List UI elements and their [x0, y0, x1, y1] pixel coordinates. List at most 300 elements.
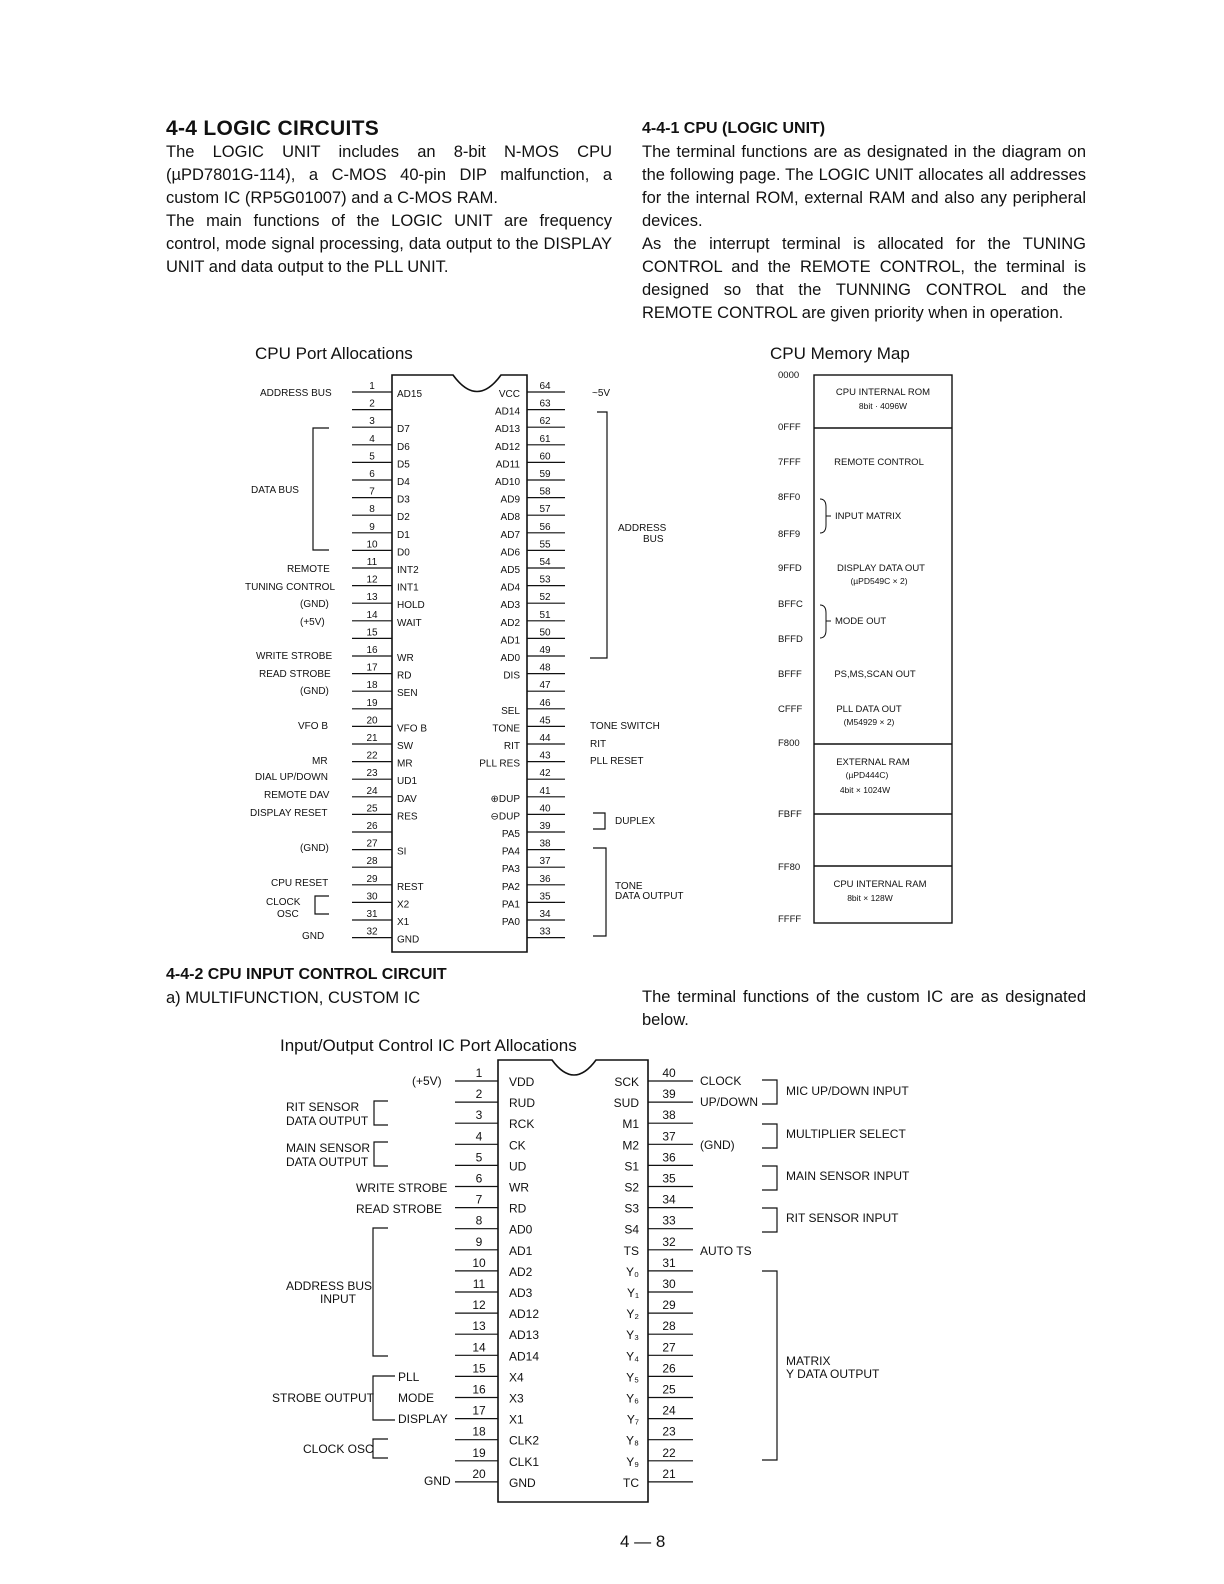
cpu-label-gnd-1: (GND) [300, 599, 329, 610]
mem-block-external-ram-size: 4bit × 1024W [839, 785, 891, 795]
cpu-right-pin-number: 55 [539, 539, 551, 551]
io-label-rit-sensor: RIT SENSOR [286, 1100, 360, 1114]
cpu-right-pin-name: AD12 [494, 441, 520, 453]
cpu-right-pin-number: 52 [539, 592, 551, 604]
io-left-pin-name: AD1 [509, 1243, 533, 1258]
mic-updown-bracket [762, 1080, 777, 1104]
memory-map-title: CPU Memory Map [770, 344, 910, 363]
io-right-pin-name: SCK [614, 1075, 639, 1089]
cpu-left-pin-number: 4 [369, 433, 375, 445]
io-label-main-data-output: DATA OUTPUT [286, 1155, 369, 1169]
cpu-left-pin-number: 22 [366, 750, 378, 762]
cpu-right-pin-number: 59 [539, 469, 551, 480]
io-left-pin-number: 15 [472, 1361, 486, 1376]
cpu-label-gnd-2: (GND) [300, 686, 329, 697]
mem-block-display-ic: (µPD549C × 2) [850, 576, 908, 586]
io-label-5v: (+5V) [412, 1074, 442, 1088]
mem-addr-8ff9: 8FF9 [778, 529, 801, 540]
cpu-label-clock: CLOCK [266, 897, 301, 908]
cpu-right-pin-name: ⊕DUP [490, 793, 520, 805]
mem-block-pll-ic: (M54929 × 2) [843, 717, 895, 727]
io-right-pin-name: S3 [624, 1201, 639, 1216]
io-right-pin-name: Y₆ [626, 1391, 639, 1406]
cpu-right-pin-number: 39 [539, 821, 551, 832]
io-right-pin-name: S1 [624, 1159, 639, 1174]
io-left-pin-name: AD14 [509, 1349, 540, 1364]
io-right-pin-number: 37 [662, 1129, 676, 1144]
io-label-updown: UP/DOWN [700, 1095, 758, 1109]
multiplier-bracket [762, 1124, 777, 1148]
mem-addr-9ffd: 9FFD [778, 563, 802, 574]
cpu-right-pin-name: AD0 [500, 653, 520, 664]
cpu-label-tone: TONE [615, 881, 643, 892]
cpu-left-pin-number: 24 [366, 785, 378, 797]
cpu-right-pin-number: 58 [539, 486, 551, 498]
cpu-right-pin-number: 46 [539, 697, 551, 709]
cpu-left-pin-name: RES [397, 811, 418, 823]
cpu-right-pin-number: 49 [539, 645, 551, 656]
cpu-left-pin-name: INT2 [397, 565, 419, 576]
mem-addr-f800: F800 [778, 738, 800, 749]
matrix-bracket [762, 1271, 777, 1460]
section-4-4-paragraph-2: The main functions of the LOGIC UNIT are frequency control, mode signal processing, data output to the DISPLAY UNIT and data output to the PLL UNIT. [166, 212, 612, 276]
cpu-label-write-strobe: WRITE STROBE [256, 651, 333, 662]
io-left-pin-name: RCK [509, 1117, 535, 1132]
mem-block-external-ram-ic: (µPD444C) [845, 770, 889, 780]
io-right-pin-name: Y₄ [626, 1349, 639, 1364]
io-right-pin-name: Y₉ [626, 1454, 639, 1469]
io-label-mode: MODE [398, 1391, 434, 1405]
cpu-label-cpu-reset: CPU RESET [271, 878, 329, 889]
cpu-right-pin-number: 34 [539, 909, 551, 920]
io-right-pin-name: Y₃ [626, 1328, 639, 1343]
cpu-right-pin-number: 38 [539, 838, 551, 850]
mem-block-pll-data-out: PLL DATA OUT [836, 704, 902, 715]
cpu-left-pin-number: 17 [366, 662, 378, 674]
mem-addr-8ff0: 8FF0 [778, 492, 801, 503]
io-right-pin-name: Y₁ [626, 1286, 639, 1300]
cpu-left-pin-number: 10 [366, 539, 378, 551]
cpu-left-pin-number: 15 [366, 627, 378, 639]
io-left-pin-number: 1 [475, 1066, 483, 1080]
io-right-pin-number: 32 [662, 1234, 676, 1249]
io-right-pin-name: S2 [624, 1180, 639, 1195]
cpu-label-mr: MR [312, 756, 328, 767]
section-4-4-1-heading: 4-4-1 CPU (LOGIC UNIT) [642, 120, 826, 137]
mem-addr-bfff: BFFF [778, 669, 802, 680]
cpu-left-pin-number: 6 [369, 469, 375, 480]
cpu-left-pin-name: X1 [397, 917, 410, 928]
io-left-pin-number: 10 [472, 1255, 486, 1270]
cpu-right-pin-number: 43 [539, 750, 551, 762]
cpu-left-pin-name: WR [397, 653, 414, 664]
cpu-label-rit: RIT [590, 739, 607, 750]
io-right-pin-name: M2 [622, 1138, 639, 1153]
cpu-right-pin-name: PA1 [501, 899, 520, 911]
io-right-pin-number: 33 [662, 1213, 676, 1228]
cpu-left-pin-number: 21 [366, 733, 378, 744]
cpu-left-pin-name: HOLD [397, 600, 425, 612]
mem-addr-0fff: 0FFF [778, 422, 801, 433]
cpu-right-pin-number: 45 [539, 715, 551, 727]
section-4-4-2-paragraph: The terminal functions of the custom IC are as designated below. [642, 988, 1086, 1029]
io-label-read-strobe: READ STROBE [356, 1202, 443, 1216]
cpu-left-pin-number: 28 [366, 856, 378, 868]
io-left-pin-name: AD3 [509, 1286, 533, 1300]
cpu-label-address-bus: ADDRESS BUS [260, 388, 332, 399]
cpu-left-pin-name: SW [397, 741, 414, 752]
cpu-left-pin-number: 7 [369, 486, 375, 498]
cpu-label-5v-supply: ~5V [592, 388, 611, 399]
io-right-pin-name: Y₈ [626, 1433, 639, 1448]
io-left-pin-number: 8 [475, 1213, 483, 1228]
io-label-write-strobe: WRITE STROBE [356, 1181, 448, 1195]
io-left-pin-number: 14 [472, 1340, 486, 1355]
cpu-right-pin-number: 64 [539, 381, 551, 392]
io-left-pin-number: 7 [475, 1192, 483, 1207]
main-sensor-bracket [374, 1142, 388, 1166]
mem-block-cpu-ram: CPU INTERNAL RAM [833, 879, 927, 890]
io-label-main-sensor: MAIN SENSOR [286, 1141, 371, 1155]
io-left-pin-name: VDD [509, 1075, 535, 1089]
mem-addr-ff80: FF80 [778, 862, 801, 873]
mem-block-input-matrix: INPUT MATRIX [835, 511, 902, 522]
io-left-pin-number: 4 [475, 1129, 483, 1144]
cpu-left-pin-name: DAV [397, 793, 417, 805]
cpu-left-pin-number: 29 [366, 873, 378, 885]
mem-addr-fbff: FBFF [778, 809, 802, 820]
io-label-clock: CLOCK [700, 1074, 742, 1088]
io-right-pin-number: 40 [662, 1066, 676, 1080]
cpu-left-pin-number: 2 [369, 398, 375, 410]
io-right-pin-number: 35 [662, 1171, 676, 1186]
mem-block-cpu-rom: CPU INTERNAL ROM [835, 387, 931, 398]
cpu-right-pin-name: AD2 [500, 617, 520, 629]
io-left-pin-number: 11 [472, 1277, 486, 1291]
cpu-right-pin-name: PA5 [501, 829, 520, 840]
cpu-label-address: ADDRESS [618, 523, 667, 534]
io-label-mic-updown-input: MIC UP/DOWN INPUT [786, 1084, 909, 1098]
cpu-left-pin-number: 11 [366, 557, 378, 568]
cpu-left-pin-name: GND [397, 934, 420, 946]
cpu-right-pin-name: PLL RES [479, 758, 520, 770]
cpu-label-remote: REMOTE [287, 564, 330, 575]
cpu-right-pin-name: AD3 [500, 600, 520, 612]
io-right-pin-number: 23 [662, 1424, 676, 1439]
cpu-right-pin-number: 53 [539, 574, 551, 586]
io-left-pin-name: AD13 [509, 1328, 540, 1343]
mem-block-external-ram: EXTERNAL RAM [836, 757, 910, 768]
cpu-right-pin-name: PA2 [501, 881, 520, 893]
io-left-pin-name: GND [509, 1475, 536, 1490]
main-sensor-input-bracket [762, 1166, 777, 1190]
cpu-right-pin-number: 42 [539, 768, 551, 780]
io-right-pin-number: 21 [662, 1466, 676, 1481]
io-left-pin-number: 16 [472, 1382, 486, 1397]
io-left-pin-name: AD2 [509, 1264, 533, 1279]
cpu-label-data-output: DATA OUTPUT [615, 891, 684, 902]
io-left-pin-name: CLK2 [509, 1433, 540, 1448]
cpu-right-pin-number: 37 [539, 856, 551, 868]
cpu-label-pll-reset: PLL RESET [590, 756, 644, 767]
cpu-right-pin-name: DIS [503, 670, 520, 682]
cpu-right-pin-number: 60 [539, 451, 551, 463]
cpu-right-pin-number: 62 [539, 416, 551, 428]
io-left-pin-number: 9 [475, 1234, 483, 1249]
io-label-input: INPUT [320, 1292, 356, 1306]
section-4-4-1-paragraph-2: As the interrupt terminal is allocated for the TUNING CONTROL and the REMOTE CONTROL, the terminal is designed so that the TUNNING CONTROL and the REMOTE CONTROL are given priority when in operation. [642, 235, 1086, 322]
cpu-right-pin-number: 41 [539, 785, 551, 797]
io-right-pin-number: 22 [662, 1445, 676, 1460]
cpu-right-pin-name: TONE [492, 723, 520, 735]
cpu-label-read-strobe: READ STROBE [259, 669, 331, 680]
cpu-left-pin-number: 32 [366, 926, 378, 938]
mem-block-scan-out: PS,MS,SCAN OUT [834, 669, 916, 680]
io-label-y-data-output: Y DATA OUTPUT [786, 1367, 880, 1381]
io-left-pin-number: 13 [472, 1319, 486, 1334]
io-label-clock-osc: CLOCK OSC [303, 1442, 374, 1456]
page-number: 4 — 8 [620, 1532, 666, 1551]
cpu-left-pin-number: 31 [366, 909, 378, 920]
cpu-right-pin-number: 40 [539, 803, 551, 815]
io-left-pin-name: CK [509, 1138, 526, 1153]
cpu-left-pin-name: UD1 [397, 776, 418, 788]
cpu-left-pin-number: 1 [369, 381, 375, 392]
io-left-pin-number: 18 [472, 1424, 486, 1439]
io-ports-title: Input/Output Control IC Port Allocations [280, 1036, 577, 1055]
io-right-pin-name: SUD [613, 1096, 639, 1111]
cpu-right-pin-number: 35 [539, 891, 551, 903]
io-right-pin-number: 31 [662, 1255, 676, 1270]
io-left-pin-name: AD12 [509, 1307, 540, 1322]
cpu-right-pin-number: 44 [539, 733, 551, 744]
rit-sensor-bracket [374, 1101, 388, 1125]
io-right-pin-name: S4 [624, 1222, 639, 1237]
cpu-left-pin-name: VFO B [397, 723, 428, 735]
io-left-pin-number: 17 [472, 1403, 486, 1418]
cpu-left-pin-number: 23 [366, 768, 378, 780]
cpu-left-pin-name: RD [397, 670, 412, 682]
section-4-4-heading: 4-4 LOGIC CIRCUITS [166, 117, 380, 140]
io-left-pin-name: X4 [509, 1370, 524, 1385]
io-right-pin-number: 36 [662, 1150, 676, 1165]
mem-addr-0000: 0000 [778, 370, 800, 381]
cpu-left-pin-number: 3 [369, 416, 375, 428]
cpu-right-pin-number: 36 [539, 873, 551, 885]
io-left-pin-name: RUD [509, 1096, 535, 1111]
cpu-right-pin-number: 57 [539, 504, 551, 516]
io-label-multiplier-select: MULTIPLIER SELECT [786, 1127, 906, 1141]
cpu-left-pin-name: D7 [397, 424, 410, 436]
cpu-right-pin-name: ⊖DUP [490, 811, 520, 823]
io-left-pin-number: 5 [475, 1150, 483, 1165]
section-4-4-2-subheading: a) MULTIFUNCTION, CUSTOM IC [166, 989, 421, 1007]
cpu-left-pin-name: D5 [397, 459, 410, 471]
io-right-pin-name: TC [623, 1475, 639, 1490]
io-left-pin-name: X1 [509, 1412, 524, 1427]
cpu-left-pin-number: 18 [366, 680, 378, 692]
cpu-left-pin-name: SEN [397, 688, 418, 700]
io-right-pin-number: 30 [662, 1277, 676, 1291]
cpu-label-duplex: DUPLEX [615, 816, 656, 827]
cpu-left-pin-name: D6 [397, 441, 410, 453]
cpu-label-tuning-control: TUNING CONTROL [245, 582, 335, 593]
cpu-left-pin-number: 26 [366, 821, 378, 832]
cpu-label-bus: BUS [643, 534, 664, 545]
io-label-display: DISPLAY [398, 1412, 448, 1426]
io-label-address-bus: ADDRESS BUS [286, 1279, 373, 1293]
section-4-4-paragraph-1: The LOGIC UNIT includes an 8-bit N-MOS CPU (µPD7801G-114), a C-MOS 40-pin DIP malfunction, a custom IC (RP5G01007) and a C-MOS RAM. [166, 143, 612, 207]
cpu-label-gnd-4: GND [302, 931, 325, 942]
cpu-right-pin-name: AD1 [500, 635, 520, 647]
cpu-left-pin-name: D2 [397, 512, 410, 524]
mem-block-cpu-rom-size: 8bit · 4096W [858, 401, 908, 411]
cpu-right-pin-name: AD4 [500, 582, 520, 594]
io-right-pin-number: 24 [662, 1403, 676, 1418]
io-right-pin-name: TS [623, 1243, 639, 1258]
cpu-right-pin-number: 56 [539, 521, 551, 533]
cpu-left-pin-name: SI [397, 846, 407, 858]
cpu-left-pin-name: REST [397, 881, 424, 893]
cpu-right-pin-number: 51 [539, 609, 551, 621]
cpu-left-pin-name: AD15 [397, 389, 423, 400]
cpu-left-pin-number: 27 [366, 838, 378, 850]
cpu-left-pin-name: X2 [397, 899, 410, 911]
address-bus-input-bracket [373, 1228, 388, 1356]
cpu-right-pin-name: AD8 [500, 512, 520, 524]
cpu-left-pin-name: MR [397, 758, 413, 770]
io-right-pin-number: 27 [662, 1340, 676, 1355]
io-label-main-sensor-input: MAIN SENSOR INPUT [786, 1169, 910, 1183]
cpu-right-pin-name: AD10 [494, 477, 520, 488]
io-label-gnd: GND [424, 1474, 451, 1488]
io-left-pin-name: UD [509, 1159, 527, 1174]
cpu-label-vfo-b: VFO B [298, 721, 329, 732]
cpu-right-pin-name: AD6 [500, 547, 520, 559]
io-right-pin-number: 28 [662, 1319, 676, 1334]
io-right-pin-name: Y₂ [626, 1307, 639, 1322]
cpu-left-pin-number: 14 [366, 609, 378, 621]
io-label-rit-sensor-input: RIT SENSOR INPUT [786, 1211, 899, 1225]
cpu-left-pin-name: D0 [397, 547, 410, 559]
rit-sensor-input-bracket [762, 1208, 777, 1232]
cpu-right-pin-name: PA4 [501, 846, 520, 858]
cpu-right-pin-name: AD14 [494, 406, 520, 418]
cpu-right-pin-name: AD13 [494, 424, 520, 436]
io-right-pin-number: 26 [662, 1361, 676, 1376]
cpu-right-pin-number: 61 [539, 433, 551, 445]
mem-addr-7fff: 7FFF [778, 457, 801, 468]
cpu-label-dial-updown: DIAL UP/DOWN [255, 772, 328, 783]
io-left-pin-name: WR [509, 1180, 529, 1195]
mem-addr-ffff: FFFF [778, 914, 802, 925]
cpu-label-gnd-3: (GND) [300, 843, 329, 854]
cpu-right-pin-name: AD5 [500, 565, 520, 576]
cpu-left-pin-number: 13 [366, 592, 378, 604]
io-right-pin-number: 29 [662, 1298, 676, 1313]
io-right-pin-number: 39 [662, 1087, 676, 1102]
io-label-pll: PLL [398, 1370, 420, 1384]
mem-addr-bffd: BFFD [778, 634, 803, 645]
cpu-left-pin-number: 9 [369, 521, 375, 533]
cpu-left-pin-name: D1 [397, 529, 410, 541]
io-label-rit-data-output: DATA OUTPUT [286, 1114, 369, 1128]
cpu-left-pin-number: 5 [369, 451, 375, 463]
clock-osc-io-bracket [373, 1439, 388, 1458]
io-right-pin-number: 25 [662, 1382, 676, 1397]
io-label-auto-ts: AUTO TS [700, 1244, 752, 1258]
section-4-4-2-heading: 4-4-2 CPU INPUT CONTROL CIRCUIT [166, 966, 447, 983]
strobe-output-bracket [373, 1376, 395, 1420]
cpu-right-pin-name: AD11 [495, 459, 520, 471]
mem-block-remote-control: REMOTE CONTROL [834, 457, 924, 468]
io-right-pin-number: 34 [662, 1192, 676, 1207]
cpu-right-pin-name: PA0 [501, 917, 520, 928]
cpu-right-pin-name: VCC [498, 389, 520, 400]
mem-addr-cfff: CFFF [778, 704, 803, 715]
cpu-right-pin-number: 47 [539, 680, 551, 692]
io-left-pin-name: AD0 [509, 1222, 533, 1237]
io-right-pin-name: M1 [622, 1117, 639, 1132]
cpu-left-pin-number: 20 [366, 715, 378, 727]
io-port-diagram [0, 1050, 1224, 1510]
cpu-left-pin-number: 25 [366, 803, 378, 815]
cpu-label-display-reset: DISPLAY RESET [250, 808, 328, 819]
cpu-right-pin-name: SEL [501, 705, 520, 717]
cpu-right-pin-name: RIT [503, 741, 520, 752]
io-label-matrix: MATRIX [786, 1354, 831, 1368]
cpu-left-pin-name: D3 [397, 494, 410, 506]
cpu-label-osc: OSC [277, 909, 299, 920]
io-right-pin-name: Y₅ [626, 1370, 639, 1385]
cpu-right-pin-name: PA3 [501, 864, 520, 876]
cpu-right-pin-number: 50 [539, 627, 551, 639]
cpu-left-pin-name: WAIT [397, 617, 422, 629]
cpu-left-pin-number: 16 [366, 645, 378, 656]
mem-block-display-data-out: DISPLAY DATA OUT [837, 563, 925, 574]
cpu-left-pin-number: 30 [366, 891, 378, 903]
io-left-pin-name: CLK1 [509, 1454, 540, 1469]
io-left-pin-number: 12 [472, 1298, 486, 1313]
cpu-label-5v: (+5V) [300, 617, 325, 628]
io-left-pin-number: 19 [472, 1445, 486, 1460]
mem-addr-bffc: BFFC [778, 599, 803, 610]
cpu-label-data-bus: DATA BUS [251, 485, 299, 496]
cpu-left-pin-number: 19 [366, 697, 378, 709]
io-left-pin-number: 2 [475, 1087, 483, 1102]
io-right-pin-number: 38 [662, 1108, 676, 1123]
cpu-right-pin-number: 63 [539, 398, 551, 410]
cpu-left-pin-number: 12 [366, 574, 378, 586]
cpu-right-pin-number: 33 [539, 926, 551, 938]
mem-block-mode-out: MODE OUT [835, 616, 887, 627]
io-right-pin-name: Y₀ [626, 1264, 639, 1279]
io-left-pin-name: RD [509, 1201, 527, 1216]
cpu-label-remote-dav: REMOTE DAV [264, 790, 330, 801]
section-4-4-1-paragraph-1: The terminal functions are as designated in the diagram on the following page. The LOGIC UNIT allocates all addresses for the internal ROM, external RAM and also any peripheral devices. [642, 143, 1086, 230]
io-right-pin-name: Y₇ [626, 1412, 639, 1427]
io-label-gnd-right: (GND) [700, 1138, 735, 1152]
io-left-pin-number: 3 [475, 1108, 483, 1123]
io-label-strobe-output: STROBE OUTPUT [272, 1391, 375, 1405]
cpu-right-pin-number: 54 [539, 557, 551, 568]
cpu-right-pin-number: 48 [539, 662, 551, 674]
cpu-left-pin-number: 8 [369, 504, 375, 516]
io-left-pin-number: 20 [472, 1466, 486, 1481]
cpu-right-pin-name: AD7 [500, 529, 520, 541]
mem-block-cpu-ram-size: 8bit × 128W [847, 893, 893, 903]
io-left-pin-number: 6 [475, 1171, 483, 1186]
